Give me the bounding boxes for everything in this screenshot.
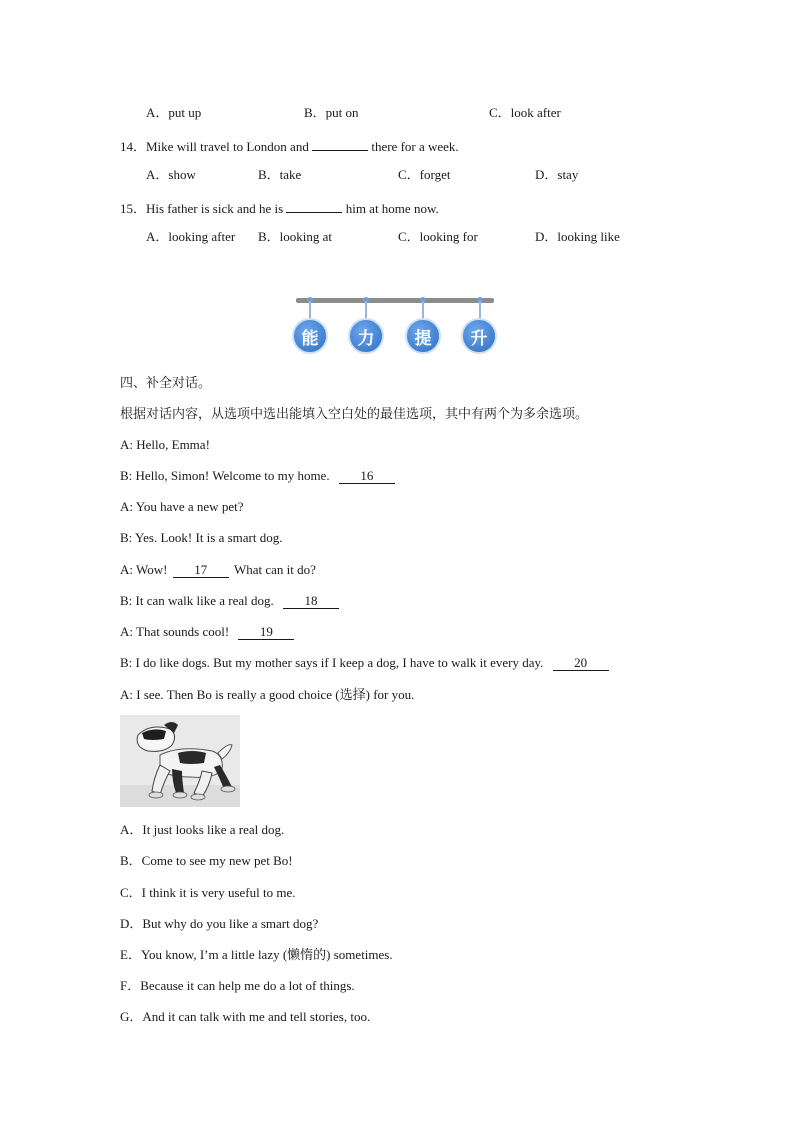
dialogue-line-8 bbox=[120, 654, 609, 672]
dog-paw bbox=[191, 794, 205, 800]
q14-stem bbox=[120, 135, 459, 156]
section-heading: 四、补全对话。 bbox=[120, 375, 212, 390]
dialogue-line-5 bbox=[120, 561, 316, 579]
choice-d: D．But why do you like a smart dog? bbox=[120, 916, 319, 931]
dialogue-line-4 bbox=[120, 529, 283, 547]
banner-char-1: 能 bbox=[292, 318, 328, 354]
blank-16: 16 bbox=[339, 468, 395, 484]
q15-option-b: B．looking at bbox=[258, 229, 333, 244]
choice-g: G．And it can talk with me and tell stories, too. bbox=[120, 1009, 371, 1024]
dialogue-text: B: I do like dogs. But my mother says if I keep a dog, I have to walk it every day. bbox=[120, 655, 544, 670]
q15-option-d: D．looking like bbox=[535, 229, 620, 244]
dialogue-text: B: Hello, Simon! Welcome to my home. bbox=[120, 468, 330, 483]
blank-19: 19 bbox=[238, 624, 294, 640]
q15-stem-end: him at home now. bbox=[345, 201, 439, 216]
banner-peg bbox=[422, 301, 424, 319]
blank-18: 18 bbox=[283, 593, 339, 609]
dialogue-text: A: I see. Then Bo is really a good choice (选择) for you. bbox=[120, 687, 415, 702]
dog-paw bbox=[173, 792, 187, 798]
q14-option-b: B．take bbox=[258, 167, 302, 182]
banner-peg bbox=[309, 301, 311, 319]
q13-option-a: A．put up bbox=[146, 105, 202, 120]
q14-option-d: D．stay bbox=[535, 167, 579, 182]
dialogue-line-6 bbox=[120, 592, 339, 610]
q15-stem-start: 15．His father is sick and he is bbox=[120, 201, 284, 216]
dialogue-line-1 bbox=[120, 436, 210, 454]
banner-bar bbox=[296, 298, 494, 303]
section-instruction: 根据对话内容，从选项中选出能填入空白处的最佳选项，其中有两个为多余选项。 bbox=[120, 406, 589, 421]
q13-option-b: B．put on bbox=[304, 105, 359, 120]
dialogue-text: B: Yes. Look! It is a smart dog. bbox=[120, 530, 283, 545]
q14-stem-start: 14．Mike will travel to London and bbox=[120, 139, 309, 154]
choice-b: B．Come to see my new pet Bo! bbox=[120, 853, 293, 868]
q15-stem bbox=[120, 197, 439, 218]
dog-back-patch bbox=[178, 751, 206, 764]
robot-dog-image bbox=[120, 715, 240, 807]
dialogue-line-7 bbox=[120, 623, 294, 641]
banner-char-2: 力 bbox=[348, 318, 384, 354]
choice-e: E．You know, I’m a little lazy (懒惰的) sometimes. bbox=[120, 947, 393, 962]
q14-option-c: C．forget bbox=[398, 167, 451, 182]
choice-f: F．Because it can help me do a lot of things. bbox=[120, 978, 355, 993]
q13-option-c: C．look after bbox=[489, 105, 561, 120]
dialogue-text-after: What can it do? bbox=[233, 562, 316, 577]
dog-paw bbox=[149, 792, 163, 798]
dialogue-text: A: Hello, Emma! bbox=[120, 437, 210, 452]
dialogue-line-2 bbox=[120, 467, 395, 485]
ability-banner bbox=[292, 294, 498, 356]
choice-a: A．It just looks like a real dog. bbox=[120, 822, 285, 837]
dialogue-text: B: It can walk like a real dog. bbox=[120, 593, 274, 608]
q14-stem-end: there for a week. bbox=[371, 139, 459, 154]
dog-paw bbox=[221, 786, 235, 792]
banner-char-3: 提 bbox=[405, 318, 441, 354]
dialogue-text: A: Wow! bbox=[120, 562, 168, 577]
dialogue-text: A: That sounds cool! bbox=[120, 624, 230, 639]
q15-blank bbox=[286, 197, 342, 213]
banner-peg bbox=[365, 301, 367, 319]
banner-char-4: 升 bbox=[461, 318, 497, 354]
q15-option-a: A．looking after bbox=[146, 229, 236, 244]
banner-peg bbox=[479, 301, 481, 319]
dialogue-text: A: You have a new pet? bbox=[120, 499, 244, 514]
blank-20: 20 bbox=[553, 655, 609, 671]
q14-option-a: A．show bbox=[146, 167, 196, 182]
dialogue-line-9 bbox=[120, 686, 414, 704]
blank-17: 17 bbox=[173, 562, 229, 578]
q15-option-c: C．looking for bbox=[398, 229, 478, 244]
choice-c: C．I think it is very useful to me. bbox=[120, 885, 296, 900]
dialogue-line-3 bbox=[120, 498, 243, 516]
q14-blank bbox=[312, 135, 368, 151]
